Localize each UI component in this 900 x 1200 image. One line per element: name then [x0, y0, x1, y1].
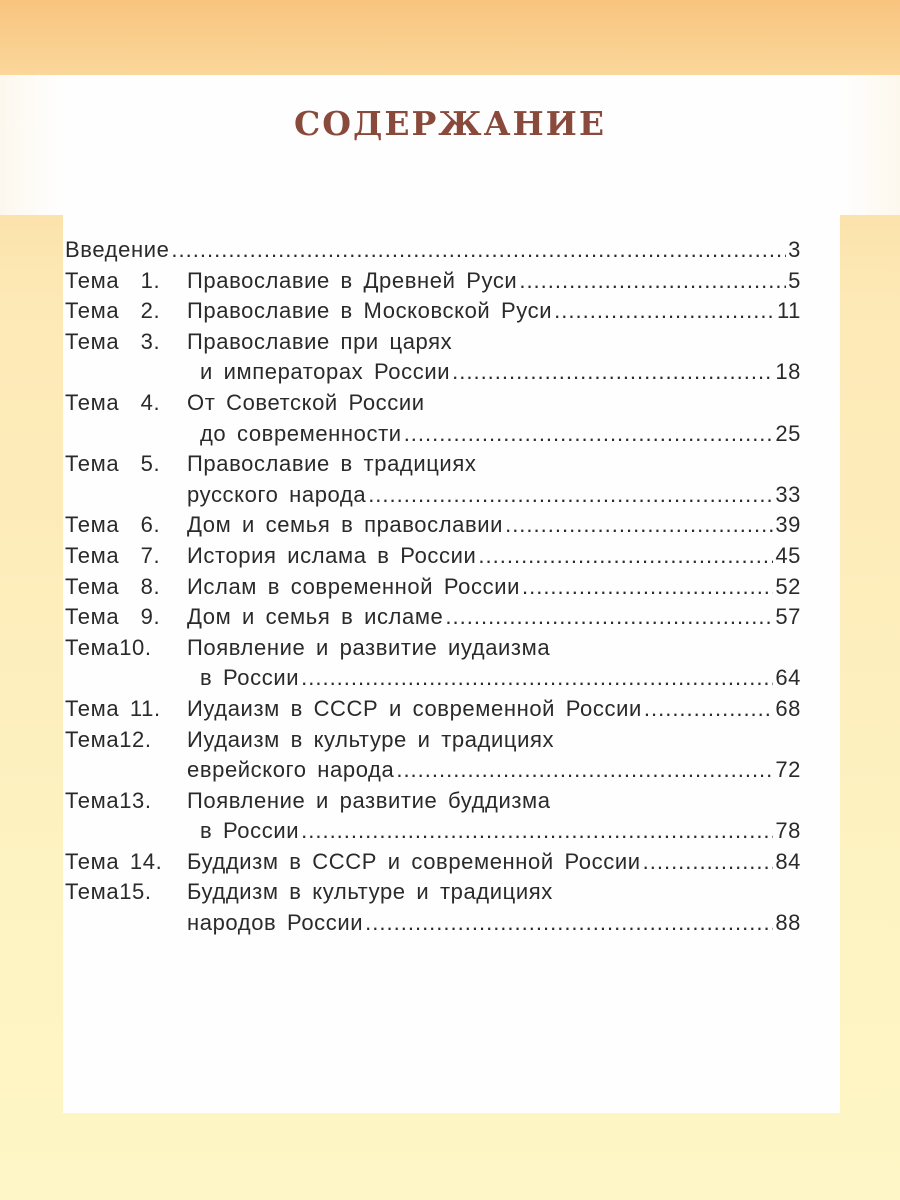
toc-topic-number: Тема15.	[65, 879, 152, 905]
toc-page-number: 68	[775, 695, 801, 721]
toc-entry-title: Введение	[65, 237, 170, 262]
toc-entry[interactable]	[65, 788, 801, 819]
toc-page-number: 5	[788, 267, 801, 293]
dot-leader	[452, 359, 773, 385]
toc-page-number: 3	[788, 237, 801, 262]
toc-topic-number: Тема 2.	[65, 298, 161, 324]
toc-page-number: 84	[775, 848, 801, 874]
toc-topic-number: Тема13.	[65, 787, 152, 813]
toc-topic-number: Тема 11.	[65, 695, 161, 721]
toc-entry[interactable]	[65, 574, 801, 605]
toc-topic-number: Тема 3.	[65, 328, 161, 354]
toc-entry[interactable]	[65, 482, 801, 513]
toc-page-number: 39	[775, 512, 801, 538]
dot-leader	[301, 818, 773, 844]
dot-leader	[171, 237, 786, 263]
toc-entry-title: до современности	[200, 420, 402, 446]
toc-page-number: 25	[775, 420, 801, 446]
toc-page-number: 52	[775, 573, 801, 599]
toc-entry-title: в России	[200, 665, 300, 691]
toc-entry-title: Появление и развитие буддизма	[187, 787, 551, 813]
toc-entry[interactable]	[65, 268, 801, 299]
toc-page-number: 11	[776, 298, 801, 324]
toc-entry[interactable]	[65, 298, 801, 329]
toc-entry[interactable]	[65, 512, 801, 543]
toc-topic-number: Тема10.	[65, 634, 152, 660]
toc-topic-number: Тема12.	[65, 726, 152, 752]
dot-leader	[301, 665, 773, 691]
toc-entry[interactable]	[65, 421, 801, 452]
toc-topic-number: Тема 9.	[65, 604, 161, 630]
toc-page-number: 45	[775, 542, 801, 568]
toc-entry-title: Иудаизм в культуре и традициях	[187, 726, 555, 752]
toc-entry-title: русского народа	[187, 481, 367, 507]
toc-entry-title: Буддизм в культуре и традициях	[187, 879, 553, 905]
toc-entry[interactable]	[65, 329, 801, 360]
toc-entry[interactable]	[65, 910, 801, 941]
toc-entry-title: Иудаизм в СССР и современной России	[187, 695, 642, 721]
toc-entry-title: История ислама в России	[187, 542, 477, 568]
dot-leader	[644, 696, 773, 722]
toc-topic-number: Тема 6.	[65, 512, 161, 538]
toc-entry-title: Православие в Древней Руси	[187, 267, 518, 293]
toc-page-number: 78	[775, 818, 801, 844]
toc-entry-title: в России	[200, 818, 300, 844]
toc-entry-title: еврейского народа	[187, 757, 395, 783]
toc-entry-title: Ислам в современной России	[187, 573, 520, 599]
dot-leader	[554, 298, 775, 324]
toc-entry[interactable]	[65, 604, 801, 635]
toc-entry[interactable]	[65, 543, 801, 574]
toc-entry[interactable]	[65, 390, 801, 421]
toc-entry-title: Дом и семья в исламе	[187, 604, 444, 630]
toc-entry[interactable]	[65, 849, 801, 880]
toc-page-number: 57	[775, 604, 801, 630]
toc-entry[interactable]	[65, 818, 801, 849]
page-title: СОДЕРЖАНИЕ	[293, 104, 606, 143]
toc-topic-number: Тема 5.	[65, 451, 161, 477]
toc-page-number: 18	[775, 359, 801, 385]
dot-leader	[522, 574, 773, 600]
toc-topic-number: Тема 7.	[65, 542, 161, 568]
toc-entry[interactable]	[65, 696, 801, 727]
toc-entry-title: От Советской России	[187, 389, 425, 415]
toc-entry-title: и императорах России	[200, 359, 451, 385]
toc-topic-number: Тема 4.	[65, 389, 161, 415]
dot-leader	[505, 512, 773, 538]
dot-leader	[643, 849, 774, 875]
dot-leader	[478, 543, 773, 569]
dot-leader	[519, 268, 786, 294]
dot-leader	[365, 910, 773, 936]
toc-entry[interactable]	[65, 237, 801, 268]
toc-entry-title: Дом и семья в православии	[187, 512, 504, 538]
table-of-contents	[65, 237, 801, 941]
toc-entry-title: Буддизм в СССР и современной России	[187, 848, 641, 874]
toc-entry[interactable]	[65, 727, 801, 758]
toc-topic-number: Тема 14.	[65, 848, 163, 874]
toc-entry[interactable]	[65, 359, 801, 390]
dot-leader	[445, 604, 773, 630]
toc-entry[interactable]	[65, 451, 801, 482]
toc-page-number: 33	[775, 481, 801, 507]
toc-entry[interactable]	[65, 665, 801, 696]
toc-entry-title: Православие в традициях	[187, 451, 477, 477]
toc-entry-title: Православие при царях	[187, 328, 453, 354]
toc-topic-number: Тема 8.	[65, 573, 161, 599]
toc-page-number: 72	[775, 757, 801, 783]
toc-entry[interactable]	[65, 879, 801, 910]
dot-leader	[404, 421, 774, 447]
toc-entry-title: Появление и развитие иудаизма	[187, 634, 551, 660]
dot-leader	[396, 757, 773, 783]
toc-page-number: 88	[775, 910, 801, 936]
toc-page-number: 64	[775, 665, 801, 691]
toc-topic-number: Тема 1.	[65, 267, 161, 293]
toc-entry-title: Православие в Московской Руси	[187, 298, 553, 324]
toc-entry[interactable]	[65, 635, 801, 666]
toc-entry[interactable]	[65, 757, 801, 788]
dot-leader	[368, 482, 773, 508]
toc-entry-title: народов России	[187, 910, 364, 936]
